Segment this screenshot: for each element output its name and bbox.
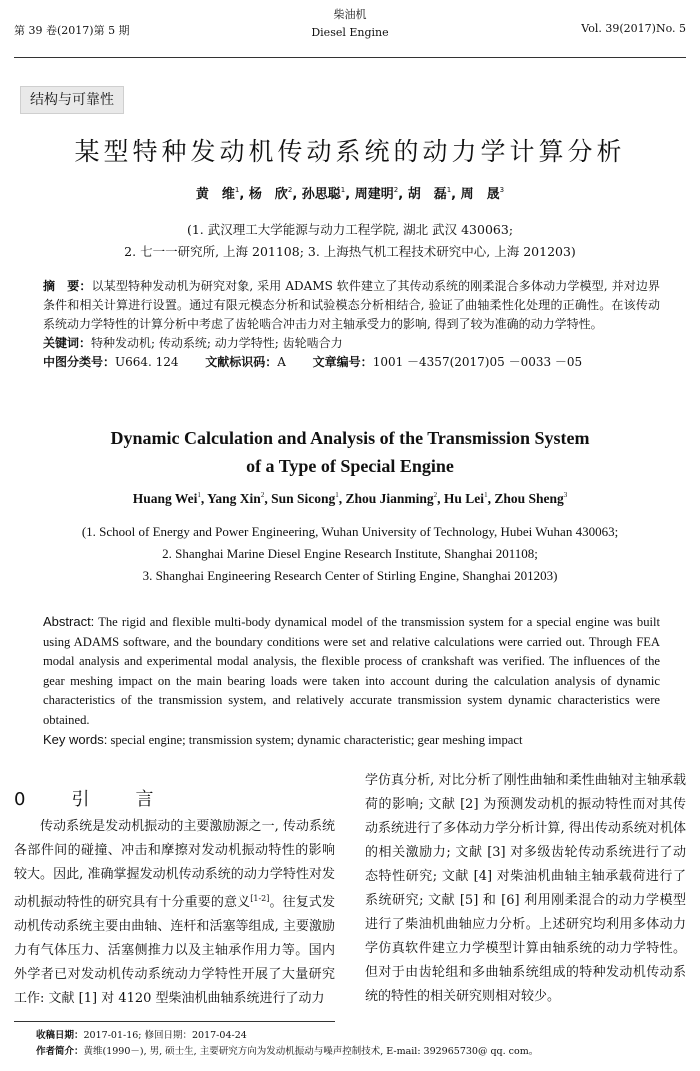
en-affiliation-line: 3. Shanghai Engineering Research Center of Stirling Engine, Shanghai 201203) [142,568,558,583]
en-title-line: Dynamic Calculation and Analysis of the Transmission System [110,428,590,448]
journal-name-en: Diesel Engine [311,26,389,39]
cn-affiliation-line: 2. 七一一研究所, 上海 201108; 3. 上海热气机工程技术研究中心, 上海 201203) [124,244,576,259]
journal-volume: 第 39 卷(2017)第 5 期 [14,24,130,37]
cn-author: 胡 磊 [407,187,447,202]
en-author-aff: 2 [433,491,438,499]
intro-left-column [14,815,335,1011]
cn-author-aff: 1 [446,186,452,194]
author-value: 黄维(1990－), 男, 硕士生, 主要研究方向为发动机振动与噪声控制技术, E-mail: 392965730@ qq. com。 [83,1046,539,1057]
intro-text: 传动系统是发动机振动的主要激励源之一, 传动系统各部件间的碰撞、冲击和摩擦对发动机振动特性的影响较大。因此, 准确掌握发动机传动系统的动力学特性对发动机振动特性的研究具有十分重要的意义 [14,819,335,910]
intro-right-column [365,769,686,1009]
cn-title: 某型特种发动机传动系统的动力学计算分析 [74,137,626,166]
cn-author: 孙思聪 [301,187,341,202]
cn-author: 杨 欣 [248,187,288,202]
cn-author: 黄 维 [195,187,235,202]
en-title [0,424,700,480]
header-rule [14,57,686,58]
article-no-value: 1001 －4357(2017)05 －0033 －05 [372,355,583,369]
doc-code-value: A [277,355,286,369]
en-author-aff: 3 [563,491,568,499]
en-abstract-label: Abstract: [43,614,95,629]
en-authors: Huang Wei$^1$, Yang Xin$^2$, Sun Sicong$^1$, Zhou Jianming$^2$, Hu Lei$^1$, Zhou Sheng$^3$ [132,491,568,506]
footnote-dates [36,1027,247,1041]
cn-author-aff: 2 [393,186,399,194]
en-affiliation-line: (1. School of Energy and Power Engineering, Wuhan University of Technology, Hubei Wuhan 430063; [81,524,619,539]
clc-label: 中图分类号： [43,355,116,369]
intro-paragraph [14,815,335,1011]
article-no-label: 文章编号： [312,355,373,369]
en-author: Hu Lei [443,491,485,506]
cn-abstract [43,277,660,372]
cn-affiliation-line: (1. 武汉理工大学能源与动力工程学院, 湖北 武汉 430063; [186,222,514,237]
clc-value: U664. 124 [115,355,179,369]
dates-label: 收稿日期： [36,1030,84,1041]
intro-heading: 0 引 言 [14,789,168,810]
en-author: Yang Xin [207,491,261,506]
en-author-aff: 1 [484,491,488,499]
journal-volume-en: Vol. 39(2017)No. 5 [581,22,686,35]
en-author: Zhou Sheng [494,491,564,506]
en-author-aff: 1 [197,491,201,499]
en-keywords-label: Key words: [43,732,108,747]
intro-text: 。往复式发动机传动系统主要由曲轴、连杆和活塞等组成, 主要激励力有气体压力、活塞侧推力以及主轴承作用力等。国内外学者已对发动机传动系统动力学特性开展了大量研究工作: 文献 [1] 对 4120 型柴油机曲轴系统进行了动力 [14,895,335,1006]
cn-author-aff: 1 [234,186,240,194]
cn-keywords: 特种发动机; 传动系统; 动力学特性; 齿轮啮合力 [91,336,343,350]
en-abstract-text: The rigid and flexible multi-body dynamical model of the transmission system for a special engine was built using ADAMS software, and the boundary conditions were set and relative calculations were carried out. Through FEA modal analysis and experimental modal analysis, the flexible process of crankshaft was verified. The influences of the gear meshing impact on the main bearing loads were taken into account during the calculation analysis of dynamic characteristics of the transmission system, and relatively accurate transmission system dynamic characteristics were obtained. [43,615,660,727]
en-author: Zhou Jianming [345,491,434,506]
en-author-aff: 1 [335,491,339,499]
dates-value: 2017-01-16; 修回日期：2017-04-24 [83,1030,247,1041]
en-author: Huang Wei [132,491,198,506]
section-label: 结构与可靠性 [20,86,124,114]
en-author-aff: 2 [260,491,265,499]
citation: [1-2] [250,894,270,903]
en-affiliation-line: 2. Shanghai Marine Diesel Engine Research Institute, Shanghai 201108; [162,546,538,561]
cn-author: 周 晟 [460,187,500,202]
en-author: Sun Sicong [271,491,336,506]
en-abstract [43,612,660,751]
author-label: 作者简介： [36,1046,84,1057]
cn-abstract-text: 以某型特种发动机为研究对象, 采用 ADAMS 软件建立了其传动系统的刚柔混合多体动力学模型, 并对边界条件和相关计算进行设置。通过有限元模态分析和试验模态分析相结合, 验证了曲轴柔性化处理的正确性。在该传动系统动力学特性的计算分析中考虑了齿轮啮合冲击力对主轴承受力的影响, 得到了较为准确的动力学特性。 [43,279,660,331]
cn-abstract-label: 摘 要： [43,279,92,293]
doc-code-label: 文献标识码： [205,355,278,369]
journal-name-cn: 柴油机 [333,8,367,21]
en-keywords: special engine; transmission system; dynamic characteristic; gear meshing impact [110,733,523,747]
en-title-line: of a Type of Special Engine [246,456,454,476]
footnote-author [36,1043,538,1057]
intro-paragraph: 学仿真分析, 对比分析了刚性曲轴和柔性曲轴对主轴承载荷的影响; 文献 [2] 为预测发动机的振动特性而对其传动系统进行了多体动力学分析计算, 得出传动系统对机体的相关激励力; 文献 [3] 对多级齿轮传动系统进行了动态特性研究; 文献 [4] 对柴油机曲轴主轴承载荷进行了系统研究; 文献 [5] 和 [6] 利用刚柔混合的动力学模型进行了柴油机曲轴应力分析。上述研究均利用多体动力学仿真软件建立力学模型计算由轴系统的动力学特性。但对于由齿轮组和多曲轴系统组成的特种发动机传动系统的特性的相关研究则相对较少。 [365,773,686,1004]
cn-author-aff: 3 [499,186,505,194]
cn-author: 周建明 [354,187,394,202]
cn-authors: 黄 维$^1$, 杨 欣$^2$, 孙思聪$^1$, 周建明$^2$, 胡 磊$^1$, 周 晟$^3$ [195,186,505,202]
footnote-rule [14,1021,335,1022]
cn-author-aff: 2 [287,186,293,194]
cn-keywords-label: 关键词： [43,336,92,350]
cn-author-aff: 1 [340,186,346,194]
